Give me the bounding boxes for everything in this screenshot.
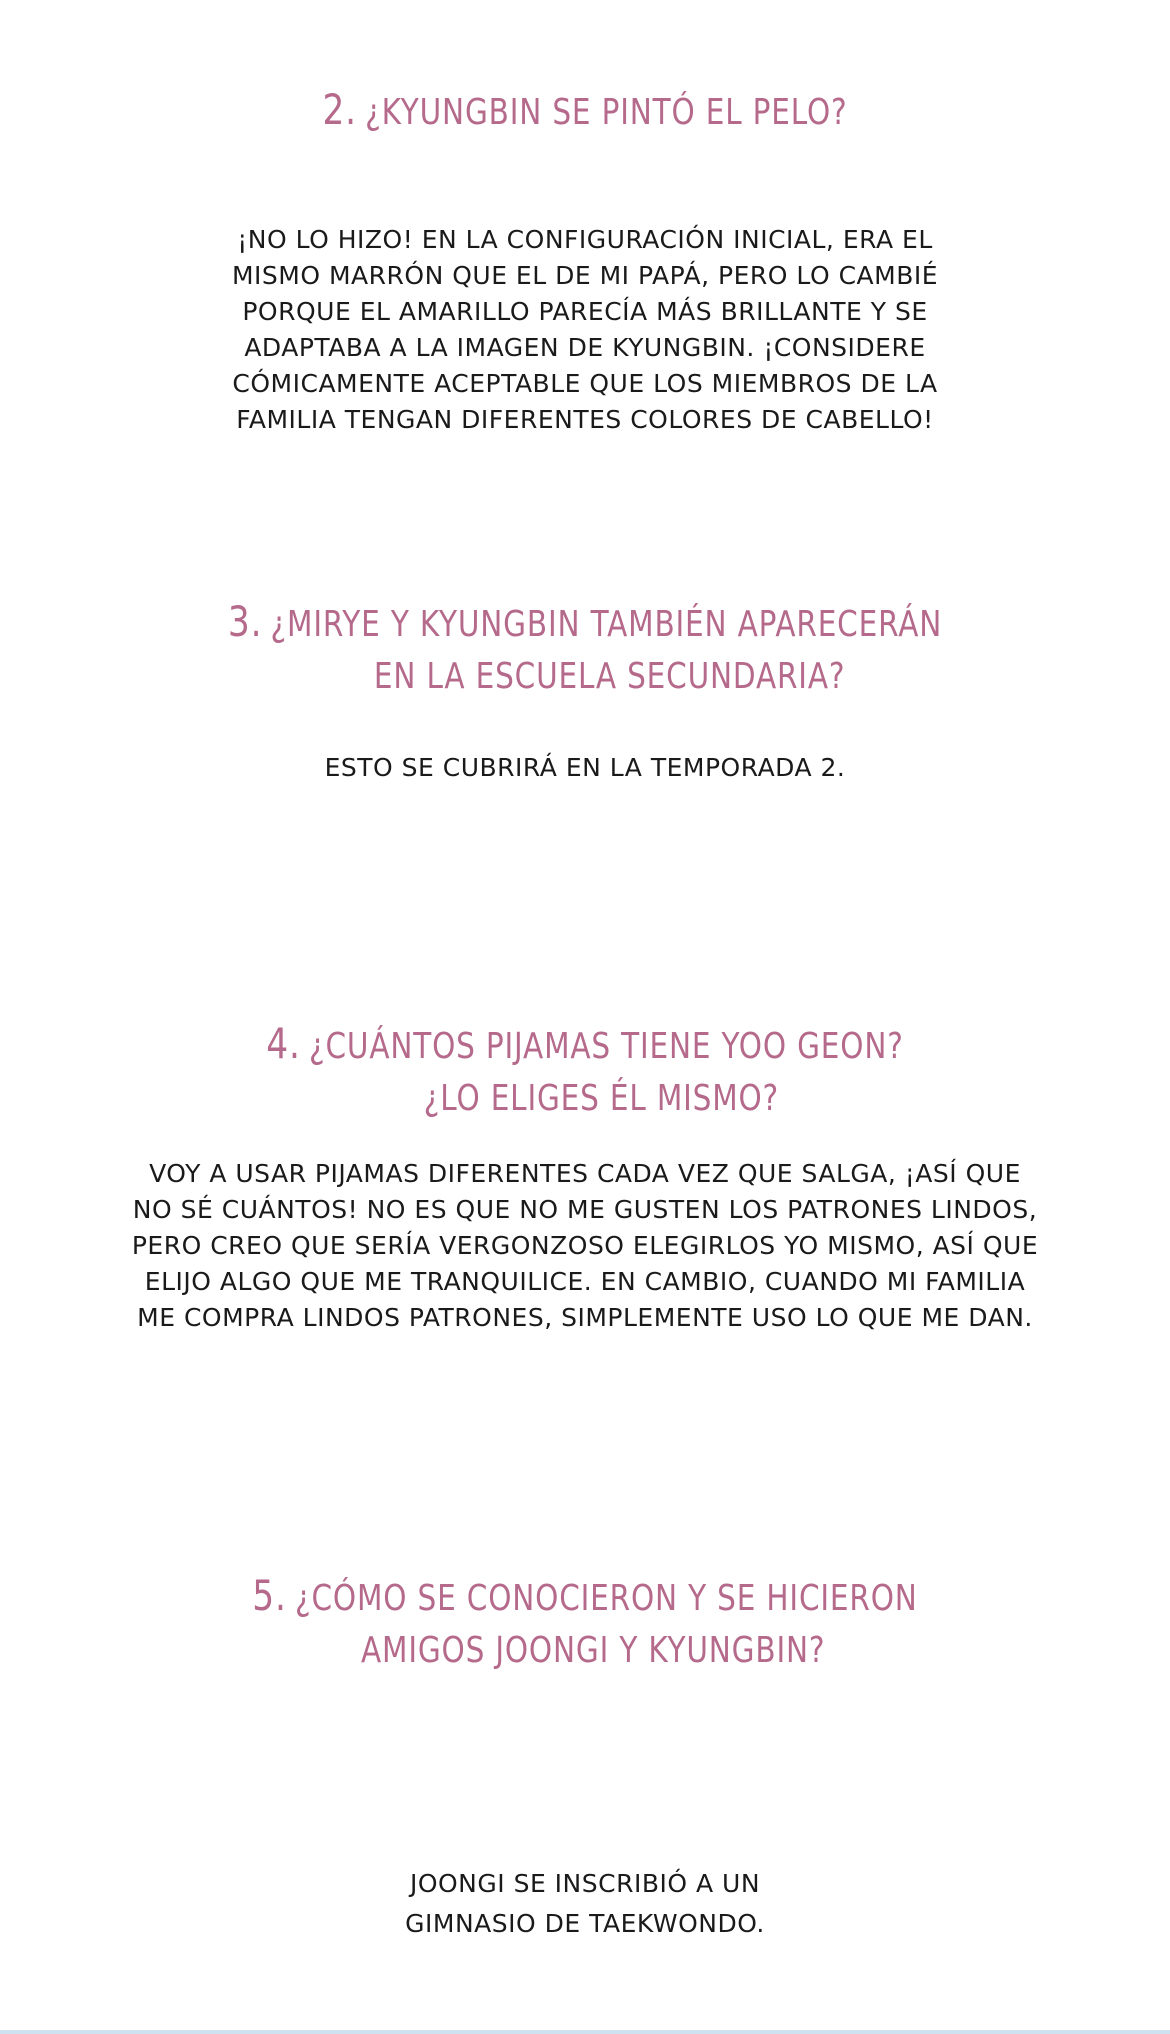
question-4-number: 4. xyxy=(266,1019,301,1068)
answer-4-line: ELIJO ALGO QUE ME TRANQUILICE. EN CAMBIO, CUANDO MI FAMILIA xyxy=(144,1267,1026,1296)
question-4-line-2: ¿LO ELIGES ÉL MISMO? xyxy=(423,1078,780,1119)
answer-5 xyxy=(0,1864,1170,1944)
answer-3 xyxy=(0,750,1170,786)
question-4-heading xyxy=(105,1018,1064,1125)
question-2-heading xyxy=(105,84,1064,139)
question-3-heading xyxy=(105,596,1064,703)
answer-2-line: ¡NO LO HIZO! EN LA CONFIGURACIÓN INICIAL, ERA EL xyxy=(237,225,933,254)
answer-5-line: JOONGI SE INSCRIBIÓ A UN xyxy=(409,1869,761,1898)
question-5-line-2: AMIGOS JOONGI Y KYUNGBIN? xyxy=(361,1630,826,1671)
question-2-text: ¿KYUNGBIN SE PINTÓ EL PELO? xyxy=(365,92,848,133)
answer-4-line: ME COMPRA LINDOS PATRONES, SIMPLEMENTE USO LO QUE ME DAN. xyxy=(137,1303,1033,1332)
answer-4-line: PERO CREO QUE SERÍA VERGONZOSO ELEGIRLOS YO MISMO, ASÍ QUE xyxy=(131,1231,1039,1260)
bottom-divider xyxy=(0,2030,1170,2034)
answer-2-line: MISMO MARRÓN QUE EL DE MI PAPÁ, PERO LO CAMBIÉ xyxy=(231,261,939,290)
question-2-line-1 xyxy=(105,84,1064,139)
question-3-text: ¿MIRYE Y KYUNGBIN TAMBIÉN APARECERÁN xyxy=(270,604,943,645)
question-3-number: 3. xyxy=(227,597,263,646)
question-5-number: 5. xyxy=(252,1571,287,1620)
question-2-number: 2. xyxy=(322,85,357,134)
question-5-line-1 xyxy=(105,1570,1064,1625)
question-4-line-1 xyxy=(105,1018,1064,1073)
answer-4-line: NO SÉ CUÁNTOS! NO ES QUE NO ME GUSTEN LOS PATRONES LINDOS, xyxy=(132,1195,1038,1224)
answer-2 xyxy=(0,222,1170,438)
answer-2-line: FAMILIA TENGAN DIFERENTES COLORES DE CABELLO! xyxy=(236,405,934,434)
question-5-text: ¿CÓMO SE CONOCIERON Y SE HICIERON xyxy=(295,1578,918,1619)
answer-2-line: CÓMICAMENTE ACEPTABLE QUE LOS MIEMBROS DE LA xyxy=(232,369,938,398)
question-5-heading xyxy=(105,1570,1064,1677)
answer-2-line: ADAPTABA A LA IMAGEN DE KYUNGBIN. ¡CONSIDERE xyxy=(244,333,926,362)
answer-4 xyxy=(0,1156,1170,1336)
question-3-line-1 xyxy=(105,596,1064,651)
answer-5-line: GIMNASIO DE TAEKWONDO. xyxy=(405,1909,765,1938)
answer-2-line: PORQUE EL AMARILLO PARECÍA MÁS BRILLANTE Y SE xyxy=(242,297,928,326)
question-3-line-2: EN LA ESCUELA SECUNDARIA? xyxy=(373,656,846,697)
question-4-text: ¿CUÁNTOS PIJAMAS TIENE YOO GEON? xyxy=(308,1026,904,1067)
answer-3-line: ESTO SE CUBRIRÁ EN LA TEMPORADA 2. xyxy=(324,753,846,782)
answer-4-line: VOY A USAR PIJAMAS DIFERENTES CADA VEZ QUE SALGA, ¡ASÍ QUE xyxy=(149,1159,1021,1188)
